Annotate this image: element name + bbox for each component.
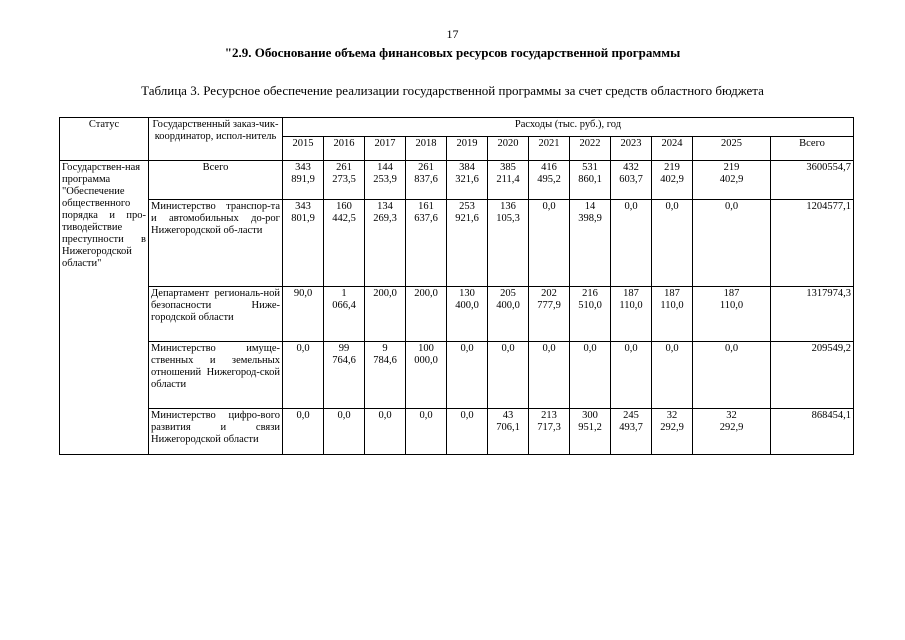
value-cell: 144 253,9 xyxy=(365,161,406,200)
value-cell: 0,0 xyxy=(529,342,570,409)
value-cell: 0,0 xyxy=(324,409,365,455)
value-cell: 300 951,2 xyxy=(570,409,611,455)
customer-cell: Всего xyxy=(149,161,283,200)
status-cell: Государствен-ная программа "Обеспечение общественного порядка и про-тиводействие преступности в Нижегородской области" xyxy=(60,161,149,455)
value-cell: 219 402,9 xyxy=(693,161,771,200)
value-cell: 161 637,6 xyxy=(406,200,447,287)
table-row xyxy=(60,200,854,287)
value-cell: 134 269,3 xyxy=(365,200,406,287)
value-cell: 0,0 xyxy=(283,342,324,409)
table-row xyxy=(60,409,854,455)
value-cell: 253 921,6 xyxy=(447,200,488,287)
total-cell: 1204577,1 xyxy=(771,200,854,287)
value-cell: 213 717,3 xyxy=(529,409,570,455)
total-cell: 868454,1 xyxy=(771,409,854,455)
value-cell: 531 860,1 xyxy=(570,161,611,200)
value-cell: 261 837,6 xyxy=(406,161,447,200)
header-row xyxy=(60,118,854,137)
value-cell: 187 110,0 xyxy=(693,287,771,342)
value-cell: 90,0 xyxy=(283,287,324,342)
value-cell: 0,0 xyxy=(652,200,693,287)
value-cell: 0,0 xyxy=(611,342,652,409)
year-cell: 2021 xyxy=(529,137,570,161)
value-cell: 343 801,9 xyxy=(283,200,324,287)
value-cell: 0,0 xyxy=(447,342,488,409)
total-cell: 3600554,7 xyxy=(771,161,854,200)
value-cell: 384 321,6 xyxy=(447,161,488,200)
value-cell: 0,0 xyxy=(693,200,771,287)
table-caption: Таблица 3. Ресурсное обеспечение реализации государственной программы за счет средств областного бюджета xyxy=(141,83,764,98)
year-cell: 2024 xyxy=(652,137,693,161)
total-cell: 209549,2 xyxy=(771,342,854,409)
section-title: "2.9. Обоснование объема финансовых ресурсов государственной программы xyxy=(224,45,681,60)
value-cell: 187 110,0 xyxy=(611,287,652,342)
value-cell: 0,0 xyxy=(406,409,447,455)
value-cell: 0,0 xyxy=(693,342,771,409)
value-cell: 261 273,5 xyxy=(324,161,365,200)
year-cell: 2018 xyxy=(406,137,447,161)
value-cell: 1 066,4 xyxy=(324,287,365,342)
value-cell: 99 764,6 xyxy=(324,342,365,409)
value-cell: 0,0 xyxy=(611,200,652,287)
value-cell: 0,0 xyxy=(652,342,693,409)
value-cell: 202 777,9 xyxy=(529,287,570,342)
header-customer: Государственный заказ-чик-координатор, испол-нитель xyxy=(149,118,283,161)
header-expenses: Расходы (тыс. руб.), год xyxy=(283,118,854,137)
header-status: Статус xyxy=(60,118,149,161)
value-cell: 416 495,2 xyxy=(529,161,570,200)
value-cell: 0,0 xyxy=(283,409,324,455)
value-cell: 43 706,1 xyxy=(488,409,529,455)
customer-cell: Министерство цифро-вого развития и связи Нижегородской области xyxy=(149,409,283,455)
value-cell: 343 891,9 xyxy=(283,161,324,200)
value-cell: 0,0 xyxy=(365,409,406,455)
value-cell: 32 292,9 xyxy=(652,409,693,455)
value-cell: 219 402,9 xyxy=(652,161,693,200)
year-cell: 2015 xyxy=(283,137,324,161)
table-row xyxy=(60,287,854,342)
value-cell: 200,0 xyxy=(406,287,447,342)
value-cell: 0,0 xyxy=(488,342,529,409)
year-cell: 2025 xyxy=(693,137,771,161)
table-row xyxy=(60,342,854,409)
value-cell: 32 292,9 xyxy=(693,409,771,455)
value-cell: 245 493,7 xyxy=(611,409,652,455)
value-cell: 130 400,0 xyxy=(447,287,488,342)
value-cell: 385 211,4 xyxy=(488,161,529,200)
value-cell: 14 398,9 xyxy=(570,200,611,287)
budget-table xyxy=(59,117,854,455)
value-cell: 136 105,3 xyxy=(488,200,529,287)
year-cell: 2023 xyxy=(611,137,652,161)
value-cell: 216 510,0 xyxy=(570,287,611,342)
year-cell: 2020 xyxy=(488,137,529,161)
year-cell: 2019 xyxy=(447,137,488,161)
value-cell: 200,0 xyxy=(365,287,406,342)
value-cell: 187 110,0 xyxy=(652,287,693,342)
year-cell: 2022 xyxy=(570,137,611,161)
year-cell: 2017 xyxy=(365,137,406,161)
value-cell: 432 603,7 xyxy=(611,161,652,200)
page-number: 17 xyxy=(446,27,459,41)
table-row xyxy=(60,161,854,200)
total-cell: 1317974,3 xyxy=(771,287,854,342)
value-cell: 0,0 xyxy=(447,409,488,455)
year-cell-total: Всего xyxy=(771,137,854,161)
value-cell: 160 442,5 xyxy=(324,200,365,287)
value-cell: 9 784,6 xyxy=(365,342,406,409)
value-cell: 100 000,0 xyxy=(406,342,447,409)
customer-cell: Департамент региональ-ной безопасности Ниже-городской области xyxy=(149,287,283,342)
customer-cell: Министерство имуще-ственных и земельных отношений Нижегород-ской области xyxy=(149,342,283,409)
table-body xyxy=(60,118,854,455)
year-cell: 2016 xyxy=(324,137,365,161)
value-cell: 0,0 xyxy=(570,342,611,409)
customer-cell: Министерство транспор-та и автомобильных до-рог Нижегородской об-ласти xyxy=(149,200,283,287)
value-cell: 0,0 xyxy=(529,200,570,287)
value-cell: 205 400,0 xyxy=(488,287,529,342)
